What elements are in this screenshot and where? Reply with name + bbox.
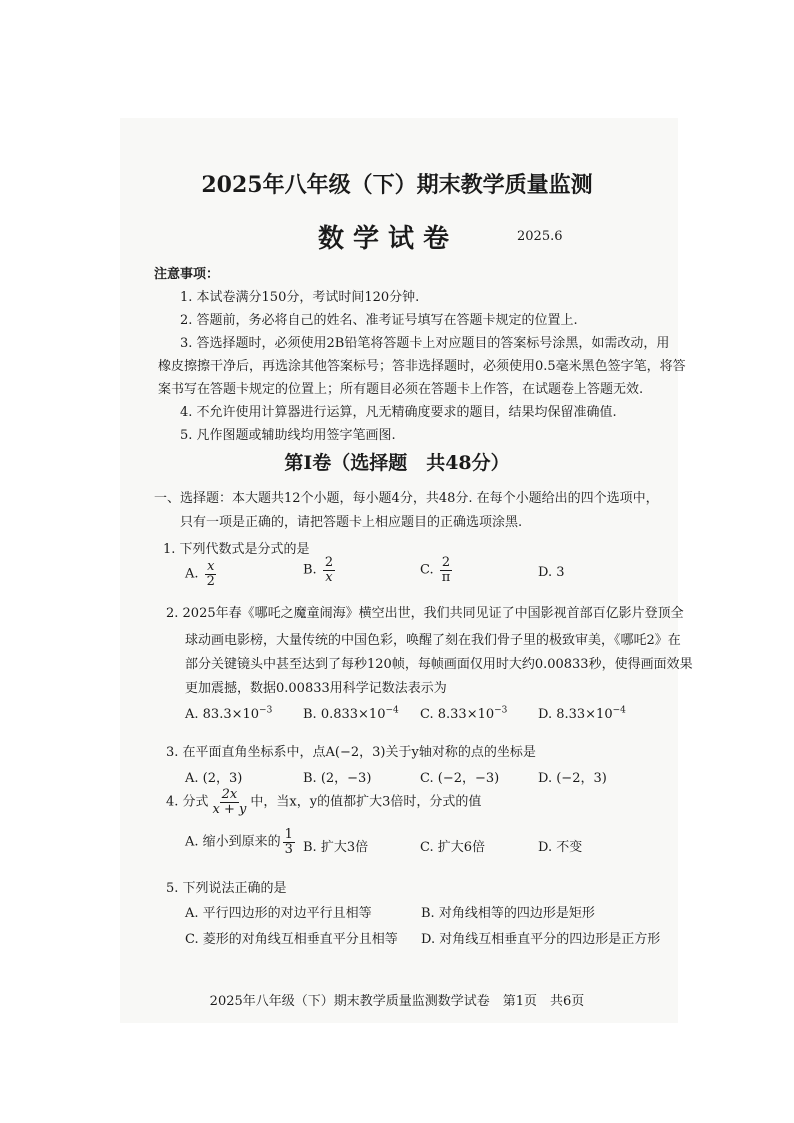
q5-option-a: A. 平行四边形的对边平行且相等 bbox=[185, 906, 372, 921]
exponent: −4 bbox=[385, 705, 399, 716]
fraction bbox=[211, 788, 249, 816]
section-intro: 只有一项是正确的，请把答题卡上相应题目的正确选项涂黑. bbox=[180, 515, 523, 530]
fraction bbox=[205, 560, 217, 588]
note-item: 橡皮擦擦干净后，再选涂其他答案标号；答非选择题时，必须使用0.5毫米黑色签字笔，将答 bbox=[158, 359, 686, 374]
q4-option-d: D. 不变 bbox=[538, 840, 583, 855]
q1-stem: 1. 下列代数式是分式的是 bbox=[163, 542, 310, 557]
option-text: C. 8.33×10 bbox=[420, 707, 495, 722]
note-item: 5. 凡作图题或辅助线均用签字笔画图. bbox=[180, 428, 396, 443]
option-text: B. 0.833×10 bbox=[303, 707, 386, 722]
q2-stem-line: 更加震撼，数据0.00833用科学记数法表示为 bbox=[185, 681, 447, 696]
q4-stem bbox=[166, 788, 481, 816]
option-label: C. bbox=[420, 562, 434, 578]
option-label: B. bbox=[303, 562, 317, 578]
q2-stem-line: 2. 2025年春《哪吒之魔童闹海》横空出世，我们共同见证了中国影视首部百亿影片登顶全 bbox=[166, 606, 684, 621]
note-item: 4. 不允许使用计算器进行运算，凡无精确度要求的题目，结果均保留准确值. bbox=[180, 405, 617, 420]
denominator: 2 bbox=[206, 573, 215, 589]
q1-option-c bbox=[420, 556, 454, 584]
q2-stem-line: 部分关键镜头中甚至达到了每秒120帧，每帧画面仅用时大约0.00833秒，使得画面效果 bbox=[185, 657, 693, 672]
denominator: π bbox=[441, 569, 451, 585]
section-intro: 一、选择题：本大题共12个小题，每小题4分，共48分. 在每个小题给出的四个选项中， bbox=[154, 491, 659, 506]
option-text: D. 8.33×10 bbox=[538, 707, 613, 722]
denominator: x bbox=[325, 569, 333, 585]
numerator: 2x bbox=[221, 787, 238, 802]
denominator: x + y bbox=[212, 801, 247, 817]
q3-stem: 3. 在平面直角坐标系中，点A(−2，3)关于y轴对称的点的坐标是 bbox=[166, 745, 536, 760]
q5-option-d: D. 对角线互相垂直平分的四边形是正方形 bbox=[421, 932, 661, 947]
note-item: 3. 答选择题时，必须使用2B铅笔将答题卡上对应题目的答案标号涂黑，如需改动，用 bbox=[180, 336, 670, 351]
q2-stem-line: 球动画电影榜，大量传统的中国色彩，唤醒了刻在我们骨子里的极致审美，《哪吒2》在 bbox=[185, 633, 681, 648]
q2-option-c bbox=[420, 707, 507, 722]
q2-option-b bbox=[303, 707, 399, 722]
q2-option-a bbox=[185, 707, 272, 722]
numerator: 2 bbox=[441, 555, 451, 570]
q3-option-b: B. (2，−3) bbox=[303, 771, 372, 786]
q4-option-c: C. 扩大6倍 bbox=[420, 840, 486, 855]
q2-option-d bbox=[538, 707, 626, 722]
note-item: 案书写在答题卡规定的位置上；所有题目必须在答题卡上作答，在试题卷上答题无效. bbox=[158, 382, 644, 397]
q5-stem: 5. 下列说法正确的是 bbox=[166, 881, 287, 896]
q4-stem-post: 中，当x，y的值都扩大3倍时，分式的值 bbox=[250, 794, 482, 810]
option-text: A. 缩小到原来的 bbox=[185, 834, 281, 850]
q3-option-a: A. (2，3) bbox=[185, 771, 243, 786]
q5-option-b: B. 对角线相等的四边形是矩形 bbox=[421, 906, 595, 921]
notes-heading: 注意事项： bbox=[154, 267, 220, 282]
page-footer: 2025年八年级（下）期末教学质量监测数学试卷 第1页 共6页 bbox=[209, 994, 585, 1009]
exam-subtitle: 数学试卷 bbox=[318, 224, 459, 254]
exam-title: 2025年八年级（下）期末教学质量监测 bbox=[201, 172, 593, 198]
denominator: 3 bbox=[284, 841, 293, 857]
exam-date: 2025.6 bbox=[517, 229, 563, 244]
fraction bbox=[323, 556, 335, 584]
q4-option-a bbox=[185, 828, 297, 856]
fraction bbox=[283, 828, 295, 856]
q1-option-d: D. 3 bbox=[538, 565, 565, 580]
note-item: 2. 答题前，务必将自己的姓名、准考证号填写在答题卡规定的位置上. bbox=[180, 313, 578, 328]
option-text: A. 83.3×10 bbox=[185, 707, 260, 722]
q1-option-b bbox=[303, 556, 337, 584]
section-title: 第Ⅰ卷（选择题 共48分） bbox=[284, 452, 510, 474]
q4-stem-pre: 4. 分式 bbox=[166, 794, 209, 810]
fraction bbox=[440, 556, 453, 584]
numerator: 2 bbox=[324, 555, 334, 570]
q5-option-c: C. 菱形的对角线互相垂直平分且相等 bbox=[185, 932, 398, 947]
option-label: A. bbox=[185, 566, 199, 582]
q4-option-b: B. 扩大3倍 bbox=[303, 840, 369, 855]
numerator: 1 bbox=[284, 827, 293, 842]
q1-option-a bbox=[185, 560, 219, 588]
exponent: −3 bbox=[494, 705, 508, 716]
numerator: x bbox=[207, 559, 215, 574]
q3-option-c: C. (−2，−3) bbox=[420, 771, 500, 786]
q3-option-d: D. (−2，3) bbox=[538, 771, 607, 786]
exponent: −4 bbox=[612, 705, 626, 716]
note-item: 1. 本试卷满分150分，考试时间120分钟. bbox=[180, 290, 420, 305]
exponent: −3 bbox=[259, 705, 273, 716]
